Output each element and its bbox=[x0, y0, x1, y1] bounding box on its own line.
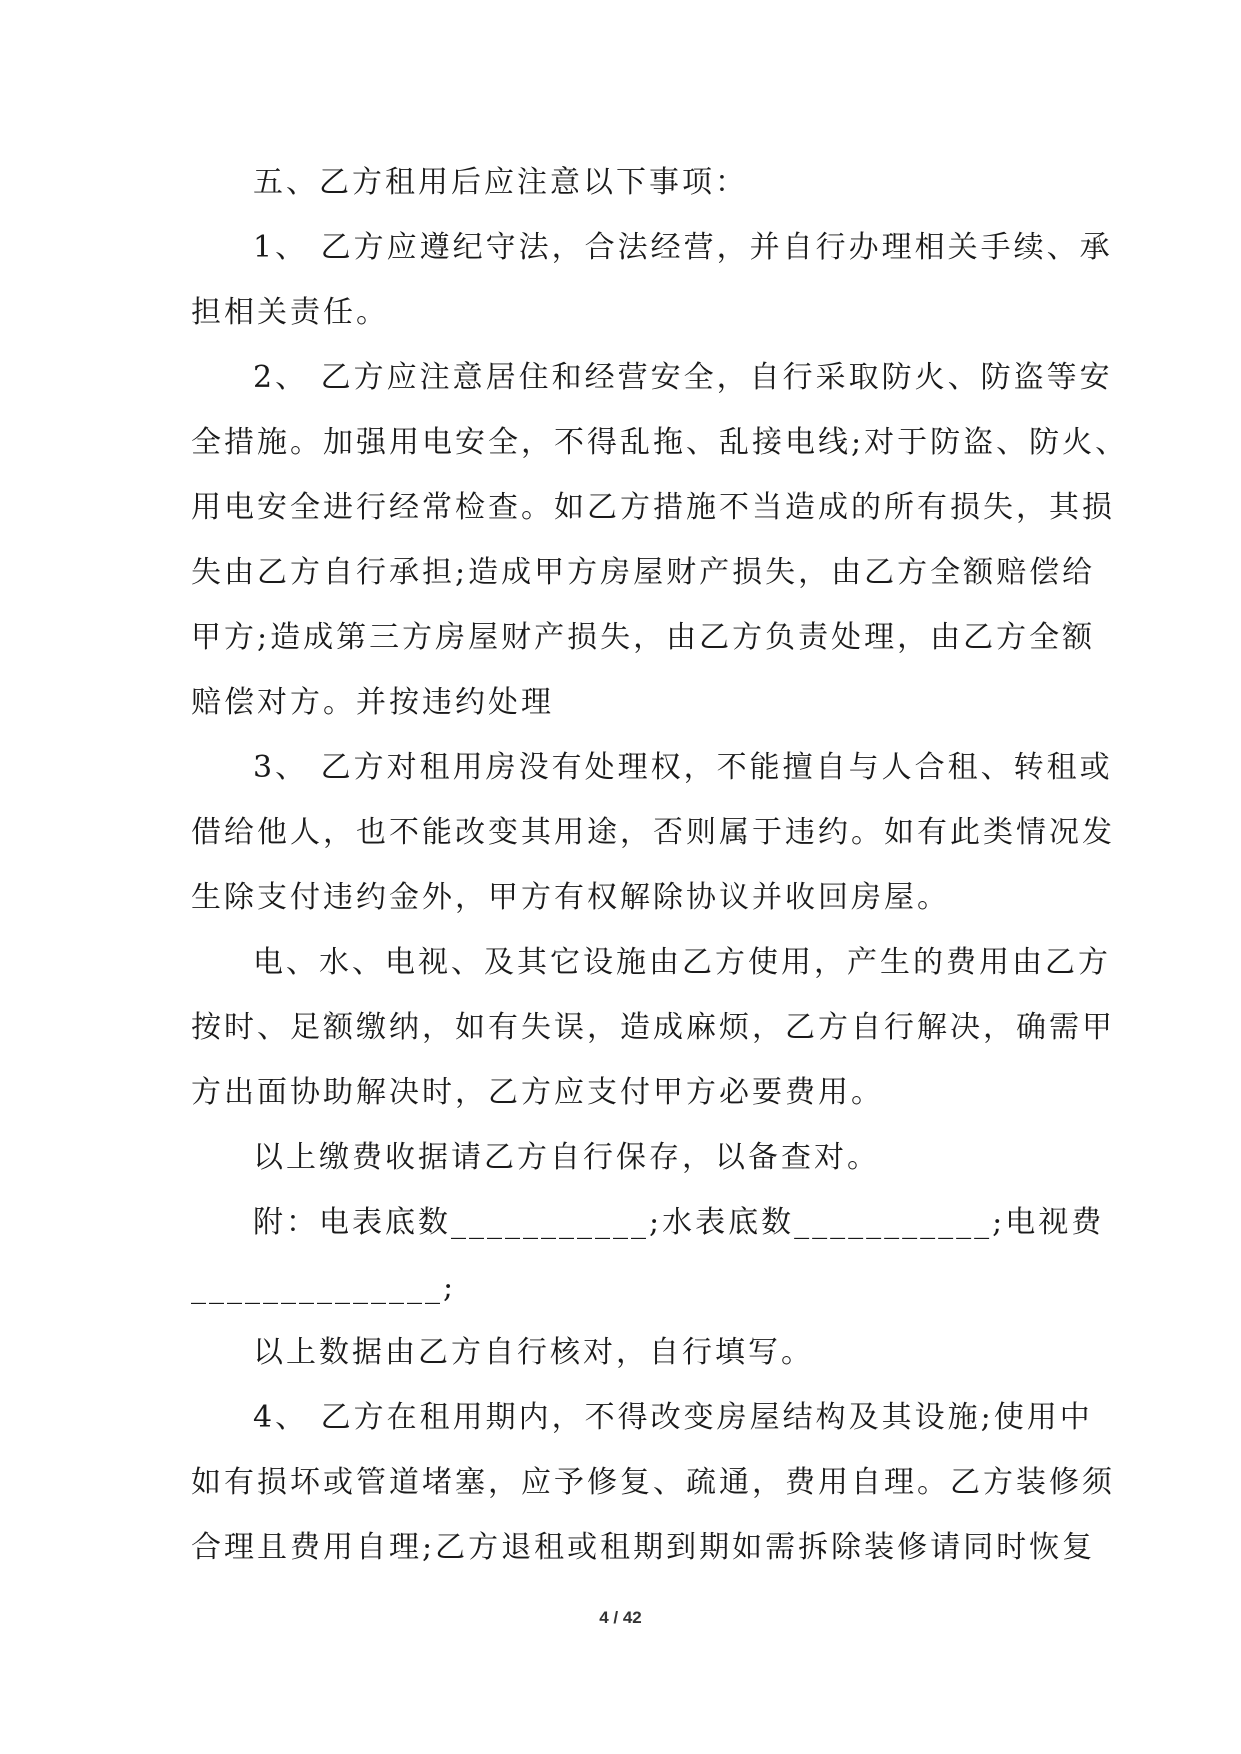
paragraph-line: 借给他人，也不能改变其用途，否则属于违约。如有此类情况发 bbox=[191, 815, 1115, 850]
paragraph-line: 1、 乙方应遵纪守法，合法经营，并自行办理相关手续、承 bbox=[253, 230, 1113, 265]
paragraph-line: 以上数据由乙方自行核对，自行填写。 bbox=[253, 1335, 814, 1370]
meter-reading-line: 附：电表底数___________;水表底数___________;电视费 bbox=[253, 1205, 1105, 1240]
paragraph-line: 4、 乙方在租用期内，不得改变房屋结构及其设施;使用中 bbox=[253, 1400, 1093, 1435]
paragraph-line: 按时、足额缴纳，如有失误，造成麻烦，乙方自行解决，确需甲 bbox=[191, 1010, 1115, 1045]
paragraph-line: 全措施。加强用电安全，不得乱拖、乱接电线;对于防盗、防火、 bbox=[191, 425, 1129, 460]
paragraph-line: 如有损坏或管道堵塞，应予修复、疏通，费用自理。乙方装修须 bbox=[191, 1465, 1115, 1500]
section-heading: 五、乙方租用后应注意以下事项： bbox=[253, 165, 748, 200]
meter-reading-line: ______________; bbox=[191, 1270, 457, 1305]
paragraph-line: 担相关责任。 bbox=[191, 295, 389, 330]
page-number: 4 / 42 bbox=[599, 1608, 642, 1627]
paragraph-line: 用电安全进行经常检查。如乙方措施不当造成的所有损失，其损 bbox=[191, 490, 1115, 525]
paragraph-line: 2、 乙方应注意居住和经营安全，自行采取防火、防盗等安 bbox=[253, 360, 1113, 395]
paragraph-line: 电、水、电视、及其它设施由乙方使用，产生的费用由乙方 bbox=[253, 945, 1111, 980]
paragraph-line: 失由乙方自行承担;造成甲方房屋财产损失，由乙方全额赔偿给 bbox=[191, 555, 1096, 590]
paragraph-line: 甲方;造成第三方房屋财产损失，由乙方负责处理，由乙方全额 bbox=[191, 620, 1096, 655]
paragraph-line: 3、 乙方对租用房没有处理权，不能擅自与人合租、转租或 bbox=[253, 750, 1113, 785]
paragraph-line: 方出面协助解决时，乙方应支付甲方必要费用。 bbox=[191, 1075, 884, 1110]
paragraph-line: 赔偿对方。并按违约处理 bbox=[191, 685, 554, 720]
paragraph-line: 以上缴费收据请乙方自行保存，以备查对。 bbox=[253, 1140, 880, 1175]
paragraph-line: 生除支付违约金外，甲方有权解除协议并收回房屋。 bbox=[191, 880, 950, 915]
paragraph-line: 合理且费用自理;乙方退租或租期到期如需拆除装修请同时恢复 bbox=[191, 1530, 1096, 1565]
document-body bbox=[191, 150, 1129, 1580]
